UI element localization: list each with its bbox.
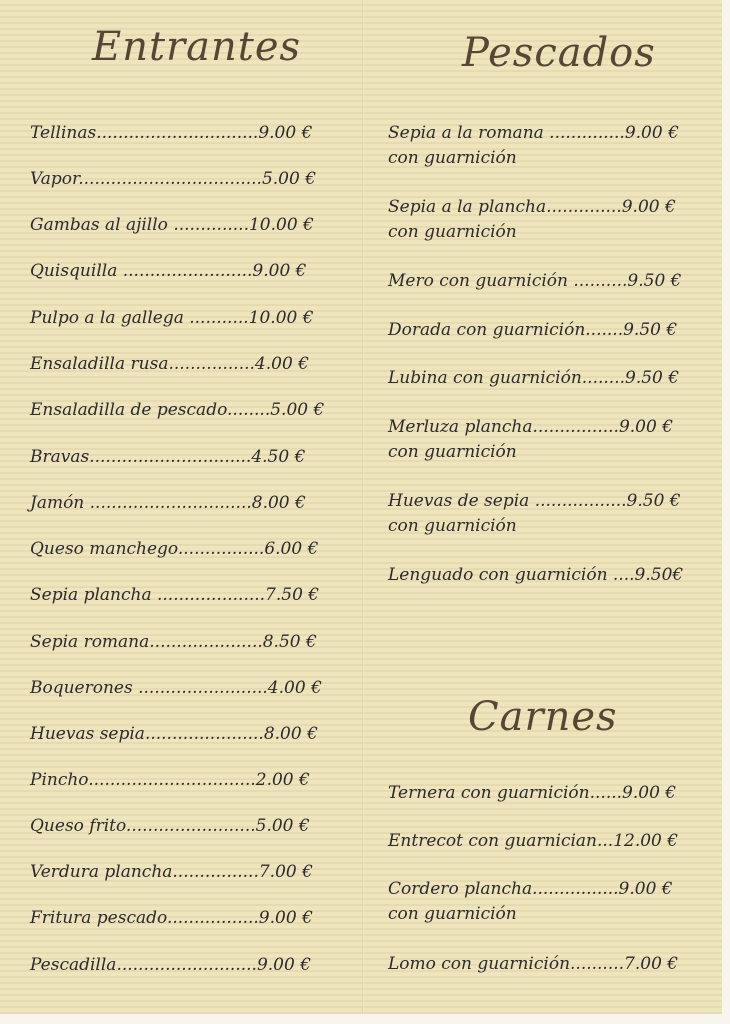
menu-item: Sepia plancha ....................7.50 € — [30, 585, 320, 605]
menu-item: Huevas sepia......................8.00 € — [30, 724, 318, 744]
scan-edge-bottom — [0, 1014, 730, 1024]
scan-edge-right — [722, 0, 730, 1024]
menu-item — [388, 489, 681, 539]
menu-item-line: Merluza plancha................9.00 € — [388, 417, 674, 437]
menu-item: Verdura plancha................7.00 € — [30, 862, 313, 882]
menu-item — [388, 366, 679, 391]
menu-item: Jamón ..............................8.00 € — [30, 493, 306, 513]
menu-item-line: Lenguado con guarnición ....9.50€ — [388, 565, 684, 585]
entrantes-heading: Entrantes — [92, 24, 302, 70]
menu-item-line: Lomo con guarnición..........7.00 € — [388, 954, 679, 974]
menu-item-sub: con guarnición — [388, 148, 517, 168]
carnes-heading: Carnes — [468, 694, 618, 740]
menu-item-sub: con guarnición — [388, 516, 517, 536]
entrantes-panel — [8, 0, 360, 1014]
menu-item-line: Dorada con guarnición.......9.50 € — [388, 320, 678, 340]
menu-item-line: Entrecot con guarnician...12.00 € — [388, 831, 679, 851]
menu-item — [388, 318, 677, 343]
menu-item: Tellinas..............................9.00 € — [30, 123, 313, 143]
menu-item-sub: con guarnición — [388, 442, 517, 462]
menu-item-line: Lubina con guarnición........9.50 € — [388, 368, 680, 388]
menu-item — [388, 121, 679, 171]
menu-item: Quisquilla ........................9.00 € — [30, 261, 307, 281]
menu-item — [388, 829, 678, 854]
menu-item: Ensaladilla rusa................4.00 € — [30, 354, 309, 374]
menu-item-line: Ternera con guarnición......9.00 € — [388, 783, 677, 803]
menu-item: Pulpo a la gallega ...........10.00 € — [30, 308, 314, 328]
menu-item: Gambas al ajillo ..............10.00 € — [30, 215, 314, 235]
menu-item-line: Sepia a la romana ..............9.00 € — [388, 123, 679, 143]
menu-item-line: Huevas de sepia .................9.50 € — [388, 491, 681, 511]
menu-item: Fritura pescado.................9.00 € — [30, 908, 313, 928]
menu-item — [388, 269, 681, 294]
menu-item: Pincho...............................2.00 € — [30, 770, 310, 790]
menu-item — [388, 877, 673, 927]
menu-item — [388, 952, 678, 977]
menu-item-sub: con guarnición — [388, 904, 517, 924]
pescados-carnes-panel — [366, 0, 722, 1014]
menu-item: Sepia romana.....................8.50 € — [30, 632, 317, 652]
menu-item-line: Mero con guarnición ..........9.50 € — [388, 271, 682, 291]
menu-item-sub: con guarnición — [388, 222, 517, 242]
menu-item — [388, 415, 673, 465]
menu-item: Queso frito........................5.00 € — [30, 816, 310, 836]
menu-item: Ensaladilla de pescado........5.00 € — [30, 400, 325, 420]
menu-item: Queso manchego................6.00 € — [30, 539, 319, 559]
menu-item-line: Sepia a la plancha..............9.00 € — [388, 197, 676, 217]
menu-item-line: Cordero plancha................9.00 € — [388, 879, 673, 899]
menu-item: Bravas..............................4.50 € — [30, 447, 306, 467]
menu-item — [388, 195, 676, 245]
fold-divider — [362, 0, 364, 1014]
menu-item — [388, 781, 676, 806]
menu-item: Pescadilla..........................9.00 € — [30, 955, 312, 975]
pescados-heading: Pescados — [462, 30, 656, 76]
menu-item: Boquerones ........................4.00 € — [30, 678, 322, 698]
menu-item: Vapor..................................5.00 € — [30, 169, 317, 189]
menu-item — [388, 563, 683, 588]
